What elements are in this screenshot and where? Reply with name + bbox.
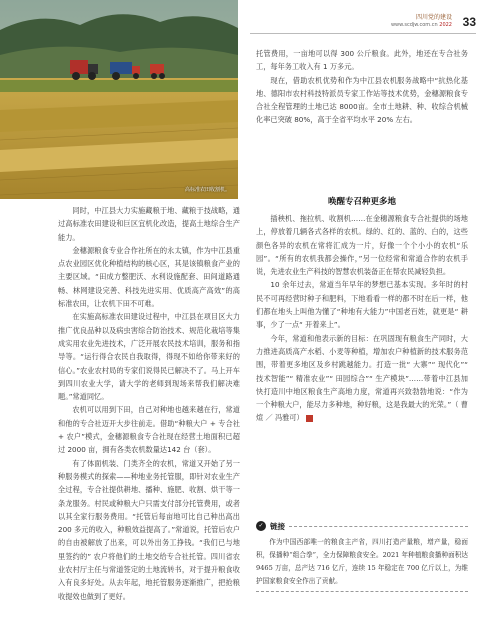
- link-bottom-divider: [256, 591, 468, 592]
- header-divider: [250, 33, 476, 34]
- body-paragraph: [256, 332, 468, 425]
- photo-caption: 高标准农田收割机。: [184, 187, 230, 193]
- page-number: 33: [462, 15, 476, 29]
- section-heading: 唤醒专召种更多地: [327, 197, 396, 207]
- harvest-field-illustration: [0, 0, 238, 199]
- link-header: [256, 520, 468, 532]
- link-body: 作为中国西部唯一的粮食主产省，四川打造产量粮，增产量，稳面积，保播种“组合拳”，全力保障粮食安全。2021 年种植粮食播种面积达 9465 万亩，总产达 716 亿斤，连续 15 年稳定在 700 亿斤以上，为维护国家粮食安全作出了贡献。: [256, 538, 468, 585]
- link-title: 链接: [270, 521, 285, 531]
- issue-year: 2022: [439, 22, 452, 28]
- harvest-photo: [0, 0, 238, 199]
- body-paragraph: 现在，借助农机优势和作为中江县农机服务战略中“抗热化基地、德阳市农村科技特派员专家工作站等技术优势，金穗源粮食专合社全程管理的土地已达 8000亩。全市土地耕、种、收综合机械化率已突破 80%，高于全省平均水平 20% 左右。: [256, 75, 468, 125]
- page-header: [391, 14, 452, 29]
- magazine-brand: 四川党的建设: [415, 14, 452, 21]
- body-paragraph: 同时，中江县大力实施藏粮于地、藏粮于技战略，通过高标准农田建设和巨区宜机化改造，提高土地综合生产能力。: [58, 206, 240, 242]
- link-divider: [289, 526, 468, 527]
- closing-paragraph-text: 今年，常道和他表示新的目标：在巩固现有粮食生产同时，大力推进高质高产水稻、小麦等种植，增加农户种植新的技术服务范围，带着更多地区及乡村跳越能力。打造一批“ 大寨”“ 现代化”“ 技术智能”“ 精准农业”“ 田园综合”“ 生产模块”……带着中江县加快打造川中地区粮食生产高地力度，常道再兴致勃勃地说：“作为一个种粮大户，能尽力多种地，种好粮，这是我最大的光荣。”（ 曹煊 ／ 冯雅可）: [256, 333, 468, 423]
- body-paragraph: 金穗源粮食专业合作社所在的永太镇，作为中江县重点农业园区优化种植结构的核心区，其是该镇粮食产业的主要区域。“田成方整肥沃、水利设施配套、田间道路通畅、林网建设完善、科技先进实用、优质高产高效”的高标准农田，让农机下田不可难。: [58, 245, 240, 309]
- body-paragraph: 托管费用，一亩地可以得 300 公斤粮食。此外，地还在专合社务工，每年务工收入有 1 万多元。: [256, 49, 468, 72]
- left-column: [58, 204, 240, 603]
- body-paragraph: 插秧机、拖拉机、收割机……在金穗源粮食专合社提供的场地上，停放着几辆各式各样的农机。绿的、红的、蓝的、白的，这些颜色各异的农机在常将汇成为一片，好像一个个小小的农机“乐园”。“所有的农机我都会操作，”另一位经常和常道合作的农机手说，先进农业生产科技的智慧农机装备正在帮农民减轻负担。: [256, 214, 468, 277]
- link-sidebar: [256, 520, 468, 592]
- right-column-middle: [256, 212, 468, 425]
- body-paragraph: 10 余年过去，常道当年早年的梦想已基本实现。多年时的村民不可再经营时种子和肥料，下地看看一样的都不时在后一样，他们都在地头上叫他为懂了“种地有大能力”中国老百姓，就更是“ 耕事，少了一点“ 开着来上”。: [256, 280, 468, 330]
- body-paragraph: 农机可以用到下田，自己对种地也越来越在行，常道和他的专合社迈开大步往前走。借助“种粮大户 + 专合社 + 农户”模式，金穗源粮食专合社现在经营土地面积已超过 2000 亩，拥有各类农机数量达142 台（套）。: [58, 405, 240, 455]
- right-column-top: [256, 47, 468, 127]
- site-url: [391, 22, 452, 29]
- site-url-text: www.scdjw.com.cn: [390, 22, 440, 28]
- check-icon: ✓: [256, 521, 266, 531]
- body-paragraph: 有了体面机装、门类齐全的农机，常道又开始了另一种服务模式的探索——种地业务托管服，即针对农业生产全过程，专合社提供耕地、播种、施肥、收割、烘干等一条龙服务。村民或种粮大户只需支付部分托管费用，或者以其全家行服务费用。“托管后每亩地可比自己种出高出 200 多元的收入，种粮效益提高了。”常道说，托管后农户的自由被解放了出来，可以外出务工挣钱。“我们已与地里签约的” 农户将他们的土地交给专合社托管。四川省农业农村厅主任与常道签定的土地流转书，对于提升粮食收入有良多好处。从去年起，地托管服务逐渐推广，把抢粮收提效也做到了更好。: [58, 458, 240, 601]
- end-mark-icon: ■: [306, 415, 313, 422]
- body-paragraph: 在实施高标准农田建设过程中，中江县在项目区大力推广优良品种以及病虫害综合防治技术、规范化栽培等集成实用农业先进技术，广泛开展农民技术培训，服务和指导等。“运行得合农民自我取得，得现不如给你带来好的信心。”农业农村局的专家们说得民已解决不了。马上开车到四川农业大学，请大学的老师到现场来帮我们解决难题。”常道同忆。: [58, 312, 240, 402]
